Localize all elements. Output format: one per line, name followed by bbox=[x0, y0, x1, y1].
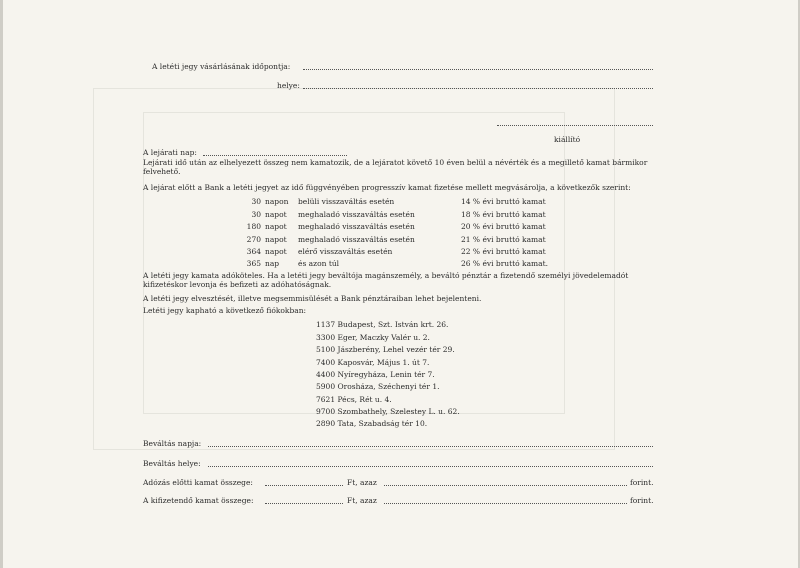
redemption-place-label: Beváltás helye: bbox=[143, 459, 201, 468]
purchase-date-label: A letéti jegy vásárlásának időpontja: bbox=[152, 62, 291, 71]
maturity-date-label: A lejárati nap: bbox=[143, 148, 197, 157]
rate-unit: napon bbox=[265, 197, 289, 206]
pretax-forint: forint. bbox=[630, 478, 654, 487]
purchase-place-field[interactable] bbox=[303, 88, 653, 89]
rate-days: 365 bbox=[246, 259, 261, 268]
rate-unit: napot bbox=[265, 210, 287, 219]
branch-item: 7621 Pécs, Rét u. 4. bbox=[316, 395, 392, 404]
loss-note: A letéti jegy elvesztését, illetve megsemmisülését a Bank pénztáraiban lehet bejelenteni. bbox=[143, 294, 482, 303]
rate-days: 30 bbox=[251, 210, 261, 219]
rate-days: 30 bbox=[251, 197, 261, 206]
rate-description: meghaladó visszaváltás esetén bbox=[298, 235, 415, 244]
branch-item: 9700 Szombathely, Szelestey L. u. 62. bbox=[316, 407, 460, 416]
pretax-amount-field[interactable] bbox=[265, 485, 343, 486]
rate-value: 14 % évi bruttó kamat bbox=[461, 197, 546, 206]
payable-amount-words-field[interactable] bbox=[384, 503, 627, 504]
payable-interest-label: A kifizetendő kamat összege: bbox=[143, 496, 254, 505]
rate-value: 26 % évi bruttó kamat. bbox=[461, 259, 549, 268]
rate-value: 20 % évi bruttó kamat bbox=[461, 222, 546, 231]
rate-description: és azon túl bbox=[298, 259, 340, 268]
rate-unit: napot bbox=[265, 235, 287, 244]
pretax-amount-words-field[interactable] bbox=[384, 485, 627, 486]
payable-amount-field[interactable] bbox=[265, 503, 343, 504]
rate-unit: nap bbox=[265, 259, 280, 268]
issuer-signature-field[interactable] bbox=[497, 125, 653, 126]
maturity-paragraph: Lejárati idő után az elhelyezett összeg nem kamatozik, de a lejáratot követő 10 éven belül a névérték és a megillető kamat bármikor felvehető. bbox=[143, 158, 648, 176]
purchase-place-label: helye: bbox=[277, 81, 300, 90]
maturity-date-field[interactable] bbox=[203, 155, 347, 156]
payable-ft-azaz: Ft, azaz bbox=[347, 496, 377, 505]
rate-days: 270 bbox=[246, 235, 261, 244]
rate-days: 364 bbox=[246, 247, 261, 256]
rate-value: 18 % évi bruttó kamat bbox=[461, 210, 546, 219]
branch-item: 5900 Orosháza, Széchenyi tér 1. bbox=[316, 382, 440, 391]
issuer-label: kiállító bbox=[554, 135, 581, 144]
redemption-day-label: Beváltás napja: bbox=[143, 439, 202, 448]
redemption-place-field[interactable] bbox=[208, 466, 653, 467]
branch-item: 7400 Kaposvár, Május 1. út 7. bbox=[316, 358, 430, 367]
purchase-date-field[interactable] bbox=[303, 69, 653, 70]
branch-item: 1137 Budapest, Szt. István krt. 26. bbox=[316, 320, 449, 329]
redemption-day-field[interactable] bbox=[208, 446, 653, 447]
rate-description: elérő visszaváltás esetén bbox=[298, 247, 393, 256]
payable-forint: forint. bbox=[630, 496, 654, 505]
rate-value: 22 % évi bruttó kamat bbox=[461, 247, 546, 256]
rate-days: 180 bbox=[246, 222, 261, 231]
branch-item: 2890 Tata, Szabadság tér 10. bbox=[316, 419, 428, 428]
rate-description: belüli visszaváltás esetén bbox=[298, 197, 395, 206]
branch-item: 4400 Nyíregyháza, Lenin tér 7. bbox=[316, 370, 435, 379]
pretax-ft-azaz: Ft, azaz bbox=[347, 478, 377, 487]
rate-unit: napot bbox=[265, 247, 287, 256]
early-redemption-paragraph: A lejárat előtt a Bank a letéti jegyet az idő függvényében progresszív kamat fizetése mellett megvásárolja, a következők szerint: bbox=[143, 183, 631, 192]
rate-description: meghaladó visszaváltás esetén bbox=[298, 210, 415, 219]
branches-intro: Letéti jegy kapható a következő fiókokban: bbox=[143, 306, 307, 315]
branch-item: 3300 Eger, Maczky Valér u. 2. bbox=[316, 333, 430, 342]
tax-note: A letéti jegy kamata adóköteles. Ha a letéti jegy beváltója magánszemély, a beváltó pénztár a fizetendő személyi jövedelemadót kifizetéskor levonja és befizeti az adóhatóságnak. bbox=[143, 271, 629, 289]
rate-description: meghaladó visszaváltás esetén bbox=[298, 222, 415, 231]
branch-item: 5100 Jászberény, Lehel vezér tér 29. bbox=[316, 345, 455, 354]
rate-unit: napot bbox=[265, 222, 287, 231]
rate-value: 21 % évi bruttó kamat bbox=[461, 235, 546, 244]
pretax-interest-label: Adózás előtti kamat összege: bbox=[143, 478, 253, 487]
